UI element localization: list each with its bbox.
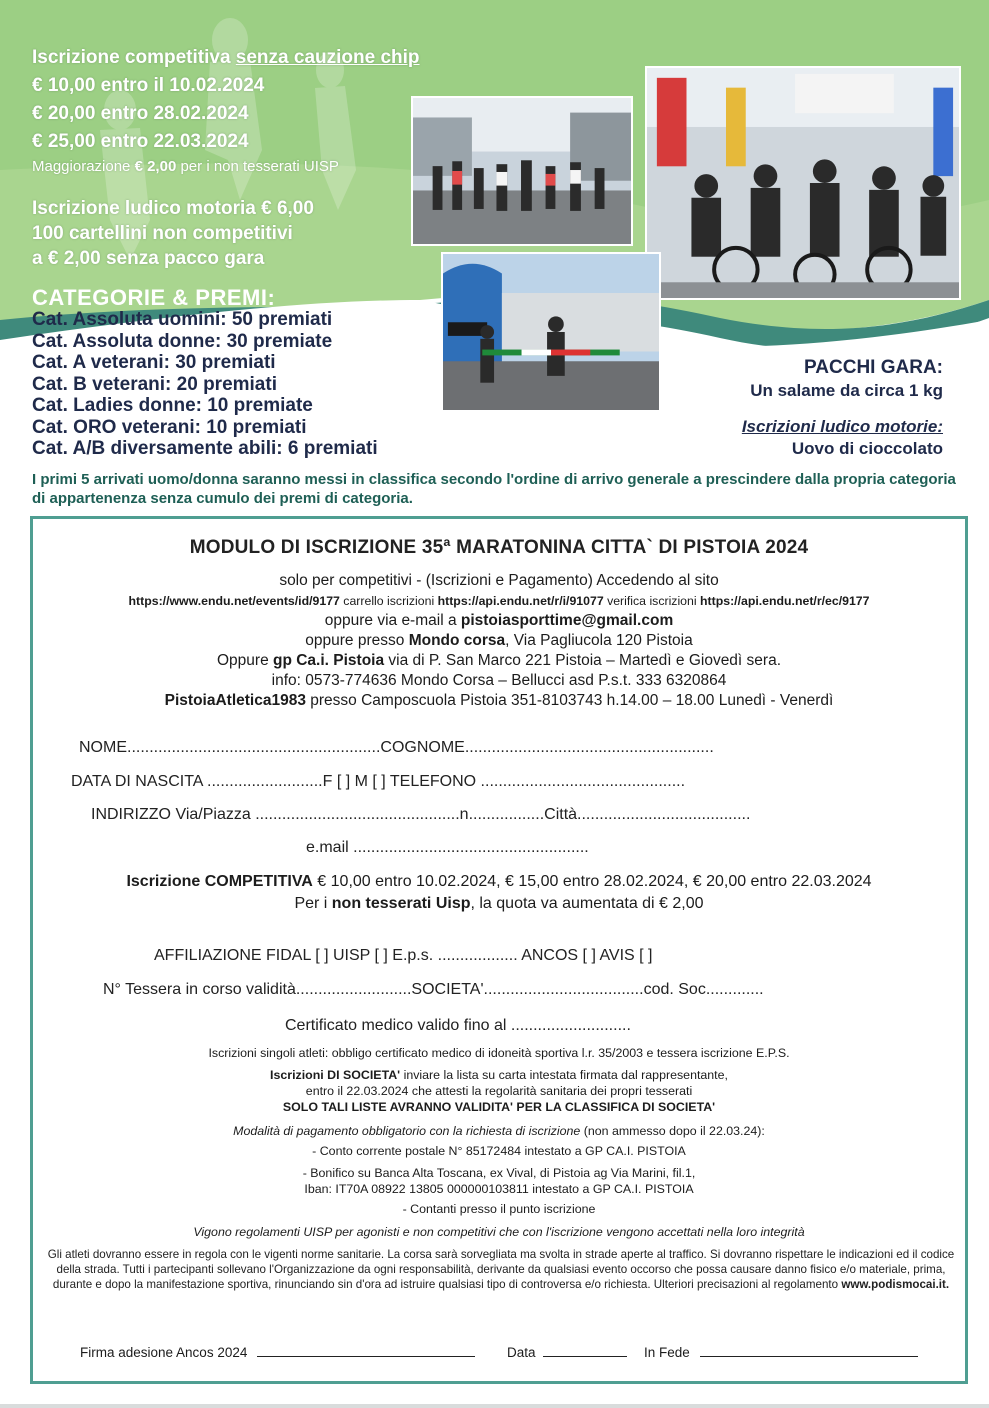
club-registration-label: Iscrizioni DI SOCIETA' [270, 1068, 401, 1082]
finish-line-photo [441, 252, 661, 412]
postal-account: - Conto corrente postale N° 85172484 intestato a GP CA.I. PISTOIA [312, 1144, 686, 1158]
fee2-suffix: , la quota va aumentata di € 2,00 [470, 895, 704, 912]
contact-email[interactable]: pistoiasporttime@gmail.com [460, 612, 674, 629]
group-image [647, 68, 959, 298]
surcharge-amount: € 2,00 [134, 158, 177, 175]
address-field[interactable]: INDIRIZZO Via/Piazza ..............................................n.................Città....................................... [91, 806, 751, 823]
mondo-prefix: oppure presso [305, 632, 409, 649]
finish-image [443, 254, 659, 410]
disclaimer-text: Gli atleti dovranno essere in regola con le vigenti norme sanitarie. La corsa sarà sorvegliata ma svolta in strade aperte al traffico. Si dovranno rispettare le indicazioni ed il codice della strada. Tutti i partecipanti sollevano l'Organizzazione da ogni responsabilità, derivante da qualsiasi evento occorso che possa causare danno fisico e/o materiale, prima, durante e dopo la manifestazione sportiva, rinunciando sin d'ora ad istruire qualsiasi tipo di controversa e/o richiesta. Ulteriori precisazioni al regolamento [47, 1248, 955, 1291]
category-item: Cat. ORO veterani: 10 premiati [32, 416, 307, 438]
club-ranking-validity: SOLO TALI LISTE AVRANNO VALIDITA' PER LA CLASSIFICA DI SOCIETA' [282, 1100, 716, 1114]
payment-title-italic: Modalità di pagamento obbligatorio con la richiesta di iscrizione [233, 1124, 581, 1138]
race-pack-info [742, 356, 943, 460]
ancos-signature[interactable] [80, 1345, 475, 1360]
endu-check-link[interactable]: https://api.endu.net/r/ec/9177 [700, 594, 870, 608]
cart-label: carrello iscrizioni [339, 594, 438, 608]
pricing-block [32, 44, 420, 178]
gp-address: via di P. San Marco 221 Pistoia – Martedì e Giovedì sera. [384, 652, 782, 669]
category-item: Cat. Assoluta uomini: 50 premiati [32, 309, 333, 330]
price-line: € 20,00 entro 28.02.2024 [32, 103, 249, 124]
form-title: MODULO DI ISCRIZIONE 35ª MARATONINA CITTA` DI PISTOIA 2024 [189, 537, 809, 558]
no-chip-deposit-label: senza cauzione chip [235, 47, 420, 68]
fee2-bold: non tesserati Uisp [331, 895, 471, 912]
surcharge-label: Maggiorazione [32, 158, 131, 175]
endu-event-link[interactable]: https://www.endu.net/events/id/9177 [128, 594, 340, 608]
signature-line[interactable] [257, 1356, 475, 1357]
date-label: Data [507, 1345, 536, 1360]
date-signature[interactable] [507, 1345, 627, 1360]
payment-methods-title [33, 1123, 965, 1139]
ludico-line: Iscrizione ludico motoria € 6,00 [32, 198, 314, 219]
category-item: Cat. A veterani: 30 premiati [32, 352, 276, 373]
ludico-pricing-block [32, 196, 314, 271]
gp-caii-line [33, 651, 965, 671]
categories-title: CATEGORIE & PREMI: [32, 285, 276, 310]
race-start-image [413, 98, 631, 244]
email-prefix: oppure via e-mail a [324, 612, 461, 629]
competitive-fee-line [33, 873, 965, 891]
category-item: Cat. A/B diversamente abili: 6 premiati [32, 438, 378, 459]
pa-name: PistoiaAtletica1983 [164, 692, 306, 709]
ludico-pack-title: Iscrizioni ludico motorie: [741, 417, 943, 436]
email-field[interactable]: e.mail ..................................................... [306, 839, 589, 856]
pistoia-atletica-line [33, 691, 965, 711]
in-fede-line[interactable] [700, 1356, 918, 1357]
race-pack-salame: Un salame da circa 1 kg [750, 381, 943, 400]
surcharge-target: per i non tesserati UISP [180, 158, 339, 175]
bank-transfer: - Bonifico su Banca Alta Toscana, ex Vival, di Pistoia ag Via Marini, fil.1, [302, 1166, 696, 1180]
in-fede-signature[interactable] [644, 1345, 918, 1360]
ludico-line: a € 2,00 senza pacco gara [32, 248, 265, 269]
bottom-strip [0, 1404, 989, 1408]
race-start-photo [411, 96, 633, 246]
registration-links [33, 594, 965, 608]
info-competitivi: solo per competitivi - (Iscrizioni e Pagamento) Accedendo al sito [279, 572, 719, 589]
competitive-label: Iscrizione competitiva [32, 47, 231, 68]
competitive-fee-label: Iscrizione COMPETITIVA [126, 873, 313, 890]
verify-label: verifica iscrizioni [603, 594, 701, 608]
ludico-line: 100 cartellini non competitivi [32, 223, 293, 244]
single-athletes-note: Iscrizioni singoli atleti: obbligo certificato medico di idoneità sportiva l.r. 35/2003 e tessera iscrizione E.P.S. [208, 1046, 790, 1060]
website-link[interactable]: www.podismocai.it. [841, 1278, 950, 1291]
payment-title-note: (non ammesso dopo il 22.03.24): [580, 1124, 765, 1138]
competitive-fee-values: € 10,00 entro 10.02.2024, € 15,00 entro 28.02.2024, € 20,00 entro 22.03.2024 [312, 873, 872, 890]
name-surname-field[interactable]: NOME.........................................................COGNOME........................................................ [79, 739, 714, 756]
pa-details: presso Camposcuola Pistoia 351-8103743 h.14.00 – 18.00 Lunedì - Venerdì [305, 692, 834, 709]
competitive-heading [32, 44, 420, 72]
ancos-signature-label: Firma adesione Ancos 2024 [80, 1345, 248, 1360]
email-line [33, 611, 965, 631]
ludico-pack-item: Uovo di cioccolato [791, 439, 943, 458]
iban: Iban: IT70A 08922 13805 000000103811 intestato a GP CA.I. PISTOIA [304, 1182, 694, 1196]
surcharge-line [32, 156, 420, 178]
para-athletes-group-photo [645, 66, 961, 300]
birth-gender-phone-field[interactable]: DATA DI NASCITA ..........................F [ ] M [ ] TELEFONO .............................................. [71, 773, 686, 790]
disclaimer [43, 1247, 959, 1292]
cash-payment: - Contanti presso il punto iscrizione [402, 1202, 596, 1216]
membership-card-field[interactable]: N° Tessera in corso validità..........................SOCIETA'....................................cod. Soc............. [103, 981, 764, 998]
mondo-address: , Via Pagliucola 120 Pistoia [505, 632, 693, 649]
gp-name: gp Ca.i. Pistoia [273, 652, 385, 669]
mondo-corsa-line [33, 631, 965, 651]
regulations-note: Vigono regolamenti UISP per agonisti e non competitivi che con l'iscrizione vengono accettati nella loro integrità [193, 1225, 805, 1239]
price-line: € 10,00 entro il 10.02.2024 [32, 75, 265, 96]
mondo-name: Mondo corsa [408, 632, 506, 649]
gp-prefix: Oppure [216, 652, 273, 669]
race-pack-title: PACCHI GARA: [804, 357, 943, 378]
category-item: Cat. Ladies donne: 10 premiate [32, 395, 313, 416]
categories-list [32, 309, 378, 460]
endu-registration-link[interactable]: https://api.endu.net/r/i/91077 [437, 594, 604, 608]
club-registration-text: inviare la lista su carta intestata firmata dal rappresentante, [400, 1068, 728, 1082]
info-phone-line: info: 0573-774636 Mondo Corsa – Bellucci asd P.s.t. 333 6320864 [271, 672, 727, 689]
medical-certificate-field[interactable]: Certificato medico valido fino al ........................... [285, 1017, 631, 1034]
date-line[interactable] [543, 1356, 627, 1357]
fee2-prefix: Per i [294, 895, 332, 912]
affiliation-field[interactable]: AFFILIAZIONE FIDAL [ ] UISP [ ] E.p.s. .................. ANCOS [ ] AVIS [ ] [154, 947, 653, 964]
category-item: Cat. B veterani: 20 premiati [32, 373, 277, 395]
in-fede-label: In Fede [644, 1345, 690, 1360]
non-member-fee-line [33, 895, 965, 913]
registration-form [30, 516, 968, 1384]
club-registration-note [33, 1067, 965, 1083]
price-line: € 25,00 entro 22.03.2024 [32, 131, 249, 152]
club-registration-deadline: entro il 22.03.2024 che attesti la regolarità sanitaria dei propri tesserati [305, 1084, 693, 1098]
category-item: Cat. Assoluta donne: 30 premiate [32, 330, 333, 352]
ranking-note: I primi 5 arrivati uomo/donna saranno messi in classifica secondo l'ordine di arrivo generale a prescindere dalla propria categoria di appartenenza senza cumulo dei premi di categoria. [32, 471, 956, 507]
